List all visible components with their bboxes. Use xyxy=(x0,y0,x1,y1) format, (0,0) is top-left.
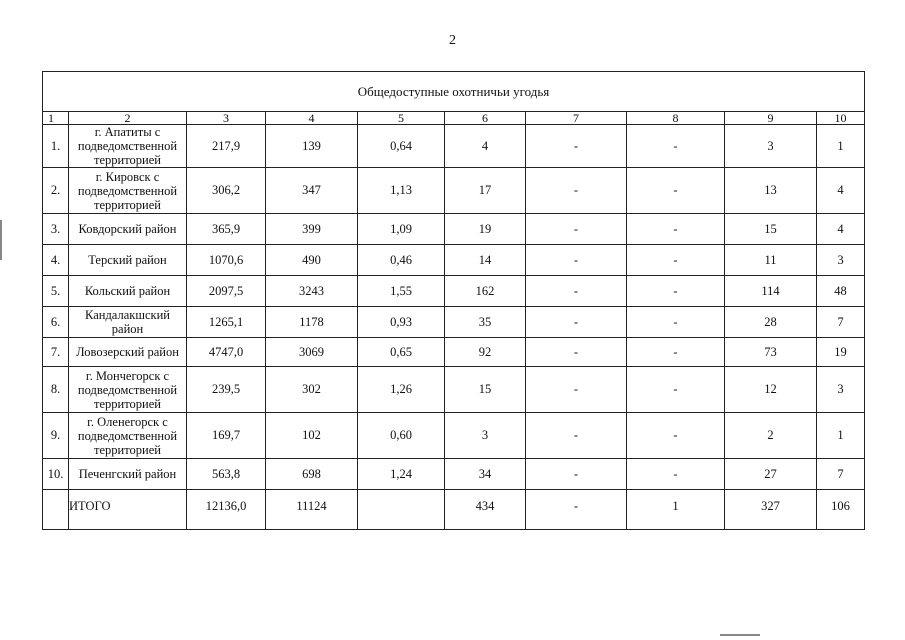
table-row xyxy=(43,276,865,307)
cell-c6: 162 xyxy=(445,276,526,307)
total-c10: 106 xyxy=(817,490,865,530)
total-c6: 434 xyxy=(445,490,526,530)
cell-c10: 19 xyxy=(817,338,865,367)
cell-c3: 169,7 xyxy=(187,413,266,459)
cell-c10: 1 xyxy=(817,125,865,168)
table-row xyxy=(43,245,865,276)
district-name: Ловозерский район xyxy=(69,338,187,367)
cell-c4: 3243 xyxy=(266,276,358,307)
cell-c4: 347 xyxy=(266,168,358,214)
scan-edge-mark xyxy=(0,220,2,260)
cell-c8: - xyxy=(627,168,725,214)
cell-c8: - xyxy=(627,125,725,168)
column-number: 2 xyxy=(69,112,187,125)
cell-c9: 3 xyxy=(725,125,817,168)
cell-c9: 114 xyxy=(725,276,817,307)
column-number: 5 xyxy=(358,112,445,125)
row-number: 6. xyxy=(43,307,69,338)
hunting-grounds-table xyxy=(42,71,865,530)
cell-c10: 7 xyxy=(817,307,865,338)
cell-c5: 0,65 xyxy=(358,338,445,367)
cell-c3: 563,8 xyxy=(187,459,266,490)
cell-c4: 399 xyxy=(266,214,358,245)
table-row xyxy=(43,459,865,490)
cell-c10: 3 xyxy=(817,245,865,276)
page-number: 2 xyxy=(449,33,456,48)
row-number: 1. xyxy=(43,125,69,168)
row-number: 4. xyxy=(43,245,69,276)
table-row xyxy=(43,168,865,214)
cell-c4: 490 xyxy=(266,245,358,276)
cell-c5: 0,46 xyxy=(358,245,445,276)
cell-c6: 17 xyxy=(445,168,526,214)
cell-c5: 1,24 xyxy=(358,459,445,490)
cell-c8: - xyxy=(627,413,725,459)
cell-c7: - xyxy=(526,245,627,276)
column-number: 3 xyxy=(187,112,266,125)
total-c5 xyxy=(358,490,445,530)
cell-c5: 0,93 xyxy=(358,307,445,338)
row-number: 5. xyxy=(43,276,69,307)
cell-c6: 15 xyxy=(445,367,526,413)
column-number: 8 xyxy=(627,112,725,125)
table-title-row xyxy=(43,72,865,112)
cell-c10: 48 xyxy=(817,276,865,307)
cell-c3: 1070,6 xyxy=(187,245,266,276)
cell-c3: 365,9 xyxy=(187,214,266,245)
total-c9: 327 xyxy=(725,490,817,530)
cell-c8: - xyxy=(627,245,725,276)
row-number: 3. xyxy=(43,214,69,245)
column-number: 7 xyxy=(526,112,627,125)
total-c4: 11124 xyxy=(266,490,358,530)
cell-c7: - xyxy=(526,276,627,307)
cell-c7: - xyxy=(526,459,627,490)
cell-c9: 15 xyxy=(725,214,817,245)
cell-c5: 0,60 xyxy=(358,413,445,459)
cell-c9: 12 xyxy=(725,367,817,413)
cell-c4: 139 xyxy=(266,125,358,168)
scan-edge-mark xyxy=(720,634,760,636)
column-number: 4 xyxy=(266,112,358,125)
cell-c7: - xyxy=(526,413,627,459)
cell-c7: - xyxy=(526,125,627,168)
total-c3: 12136,0 xyxy=(187,490,266,530)
column-number: 1 xyxy=(43,112,69,125)
cell-c10: 4 xyxy=(817,168,865,214)
cell-c7: - xyxy=(526,307,627,338)
cell-c4: 102 xyxy=(266,413,358,459)
district-name: г. Оленегорск с подведомственной территорией xyxy=(69,413,187,459)
cell-c8: - xyxy=(627,307,725,338)
cell-c5: 1,26 xyxy=(358,367,445,413)
cell-c3: 4747,0 xyxy=(187,338,266,367)
cell-c6: 4 xyxy=(445,125,526,168)
cell-c3: 2097,5 xyxy=(187,276,266,307)
cell-c7: - xyxy=(526,168,627,214)
district-name: г. Апатиты с подведомственной территорией xyxy=(69,125,187,168)
cell-c9: 13 xyxy=(725,168,817,214)
district-name: Кандалакшский район xyxy=(69,307,187,338)
cell-c6: 14 xyxy=(445,245,526,276)
row-number: 10. xyxy=(43,459,69,490)
table-row xyxy=(43,214,865,245)
district-name: Терский район xyxy=(69,245,187,276)
cell-c10: 3 xyxy=(817,367,865,413)
cell-c9: 28 xyxy=(725,307,817,338)
table-row xyxy=(43,338,865,367)
district-name: Кольский район xyxy=(69,276,187,307)
cell-c8: - xyxy=(627,276,725,307)
district-name: Ковдорский район xyxy=(69,214,187,245)
cell-c8: - xyxy=(627,338,725,367)
cell-c9: 11 xyxy=(725,245,817,276)
cell-c3: 306,2 xyxy=(187,168,266,214)
table-row xyxy=(43,413,865,459)
cell-c4: 302 xyxy=(266,367,358,413)
cell-c4: 3069 xyxy=(266,338,358,367)
cell-c5: 1,55 xyxy=(358,276,445,307)
total-c7: - xyxy=(526,490,627,530)
cell-c5: 1,09 xyxy=(358,214,445,245)
cell-c8: - xyxy=(627,214,725,245)
cell-c7: - xyxy=(526,338,627,367)
cell-c9: 27 xyxy=(725,459,817,490)
cell-c6: 35 xyxy=(445,307,526,338)
cell-c5: 0,64 xyxy=(358,125,445,168)
cell-c6: 3 xyxy=(445,413,526,459)
table-row xyxy=(43,367,865,413)
row-number: 9. xyxy=(43,413,69,459)
total-label: ИТОГО xyxy=(69,490,187,530)
cell-c9: 2 xyxy=(725,413,817,459)
row-number: 8. xyxy=(43,367,69,413)
cell-c6: 34 xyxy=(445,459,526,490)
cell-c10: 4 xyxy=(817,214,865,245)
table-title: Общедоступные охотничьи угодья xyxy=(43,72,865,112)
cell-c5: 1,13 xyxy=(358,168,445,214)
table-row xyxy=(43,125,865,168)
cell-c3: 217,9 xyxy=(187,125,266,168)
district-name: г. Кировск с подведомственной территорией xyxy=(69,168,187,214)
column-number: 9 xyxy=(725,112,817,125)
row-number: 7. xyxy=(43,338,69,367)
cell-c10: 7 xyxy=(817,459,865,490)
cell-c8: - xyxy=(627,459,725,490)
total-row xyxy=(43,490,865,530)
total-c8: 1 xyxy=(627,490,725,530)
row-number: 2. xyxy=(43,168,69,214)
district-name: Печенгский район xyxy=(69,459,187,490)
column-number: 10 xyxy=(817,112,865,125)
cell-c3: 239,5 xyxy=(187,367,266,413)
cell-c8: - xyxy=(627,367,725,413)
table-row xyxy=(43,307,865,338)
column-number: 6 xyxy=(445,112,526,125)
column-number-row xyxy=(43,112,865,125)
cell-c6: 19 xyxy=(445,214,526,245)
cell-c10: 1 xyxy=(817,413,865,459)
cell-c7: - xyxy=(526,214,627,245)
cell-c4: 1178 xyxy=(266,307,358,338)
district-name: г. Мончегорск с подведомственной территорией xyxy=(69,367,187,413)
total-empty-cell xyxy=(43,490,69,530)
cell-c6: 92 xyxy=(445,338,526,367)
cell-c4: 698 xyxy=(266,459,358,490)
cell-c7: - xyxy=(526,367,627,413)
cell-c3: 1265,1 xyxy=(187,307,266,338)
cell-c9: 73 xyxy=(725,338,817,367)
